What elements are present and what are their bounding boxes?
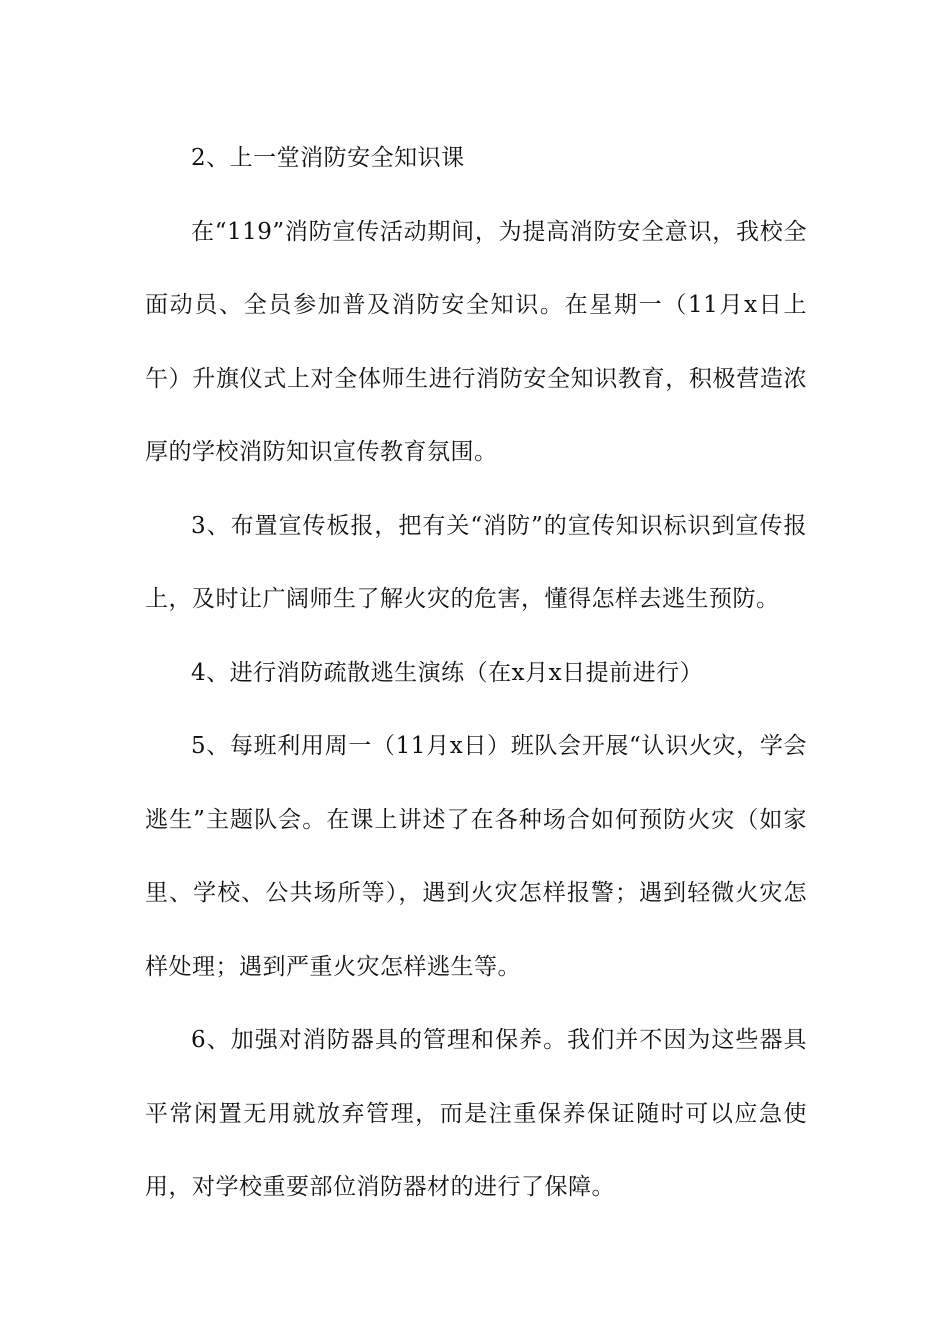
paragraph-heading-2: 2、上一堂消防安全知识课 [191,145,465,171]
paragraph-119-campaign: 在“119”消防宣传活动期间，为提高消防安全意识，我校全面动员、全员参加普及消防安全知识。在星期一（11月x日上午）升旗仪式上对全体师生进行消防安全知识教育，积极营造浓厚的学校消防知识宣传教育氛围。 [145,218,807,465]
paragraph-item-4-drill: 4、进行消防疏散逃生演练（在x月x日提前进行） [191,659,704,686]
paragraph-item-3-bulletin: 3、布置宣传板报，把有关“消防”的宣传知识标识到宣传报上，及时让广阔师生了解火灾的危害，懂得怎样去逃生预防。 [145,512,807,612]
document-body [145,122,807,1225]
paragraph-item-5-class-meeting: 5、每班利用周一（11月x日）班队会开展“认识火灾，学会逃生”主题队会。在课上讲述了在各种场合如何预防火灾（如家里、学校、公共场所等），遇到火灾怎样报警；遇到轻微火灾怎样处理；遇到严重火灾怎样逃生等。 [145,733,807,980]
paragraph-item-6-equipment: 6、加强对消防器具的管理和保养。我们并不因为这些器具平常闲置无用就放弃管理，而是注重保养保证随时可以应急使用，对学校重要部位消防器材的进行了保障。 [145,1027,807,1200]
